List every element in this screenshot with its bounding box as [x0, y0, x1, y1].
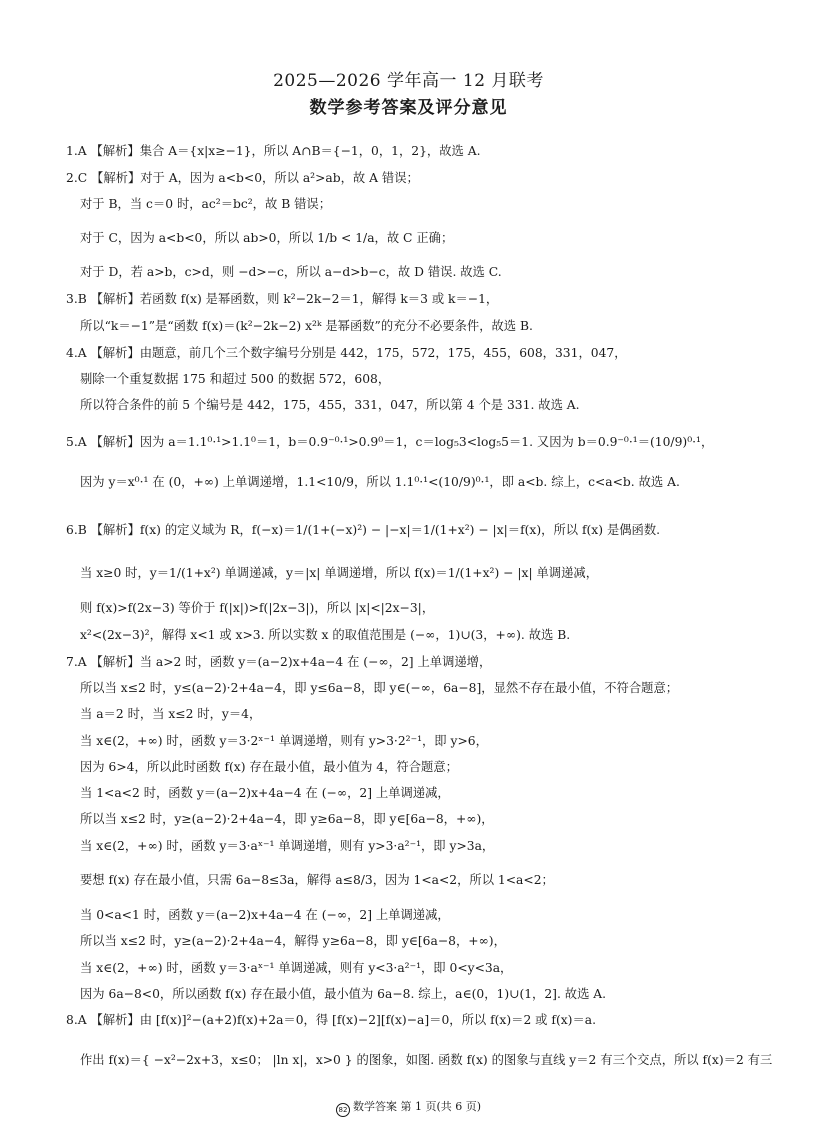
page-number: 数学答案 第 1 页(共 6 页) — [352, 1100, 482, 1113]
answer-line: 作出 f(x)＝{ −x²−2x+3，x≤0； |ln x|，x>0 } 的图象，如图. 函数 f(x) 的图象与直线 y＝2 有三个交点，所以 f(x)＝2 有三 — [80, 1053, 773, 1067]
answer-line: 对于 D，若 a>b，c>d，则 −d>−c，所以 a−d>b−c，故 D 错误. 故选 C. — [80, 265, 502, 279]
answer-line: 因为 y＝x⁰·¹ 在 (0，+∞) 上单调递增，1.1<10/9，所以 1.1⁰·¹<(10/9)⁰·¹，即 a<b. 综上，c<a<b. 故选 A. — [80, 475, 680, 489]
answer-line: 因为 6>4，所以此时函数 f(x) 存在最小值，最小值为 4，符合题意； — [80, 760, 458, 774]
answer-line: 1.A 【解析】集合 A＝{x|x≥−1}，所以 A∩B＝{−1，0，1，2}，故选 A. — [66, 144, 481, 158]
answer-line: 所以“k＝−1”是“函数 f(x)＝(k²−2k−2) x²ᵏ 是幂函数”的充分不必要条件，故选 B. — [80, 319, 533, 333]
answer-line: 当 0<a<1 时，函数 y＝(a−2)x+4a−4 在 (−∞，2] 上单调递减， — [80, 908, 450, 922]
answer-line: 4.A 【解析】由题意，前几个三个数字编号分别是 442，175，572，175，455，608，331，047， — [66, 346, 627, 360]
answer-line: 因为 6a−8<0，所以函数 f(x) 存在最小值，最小值为 6a−8. 综上，a∈(0，1)∪(1，2]. 故选 A. — [80, 987, 607, 1001]
answer-line: 5.A 【解析】因为 a＝1.1⁰·¹>1.1⁰＝1，b＝0.9⁻⁰·¹>0.9⁰＝1，c＝log₅3<log₅5＝1. 又因为 b＝0.9⁻⁰·¹＝(10/9)⁰·¹， — [66, 435, 714, 449]
answer-line: 6.B 【解析】f(x) 的定义域为 R，f(−x)＝1/(1+(−x)²) − |−x|＝1/(1+x²) − |x|＝f(x)，所以 f(x) 是偶函数. — [66, 523, 661, 537]
publisher-logo-icon: 82 — [336, 1103, 350, 1117]
exam-title: 2025—2026 学年高一 12 月联考 — [273, 71, 544, 91]
answer-line: 则 f(x)>f(2x−3) 等价于 f(|x|)>f(|2x−3|)，所以 |x|<|2x−3|， — [80, 601, 435, 615]
answer-line: 当 x∈(2，+∞) 时，函数 y＝3·aˣ⁻¹ 单调递增，则有 y>3·a²⁻¹，即 y>3a， — [80, 839, 495, 853]
answer-line: 当 x≥0 时，y＝1/(1+x²) 单调递减，y＝|x| 单调递增，所以 f(x)＝1/(1+x²) − |x| 单调递减， — [80, 566, 598, 580]
answer-line: 2.C 【解析】对于 A，因为 a<b<0，所以 a²>ab，故 A 错误； — [66, 171, 419, 185]
answer-line: 所以符合条件的前 5 个编号是 442，175，455，331，047，所以第 4 个是 331. 故选 A. — [80, 398, 580, 412]
document-subtitle: 数学参考答案及评分意见 — [309, 98, 508, 118]
answer-line: 所以当 x≤2 时，y≤(a−2)·2+4a−4，即 y≤6a−8，即 y∈(−∞，6a−8]，显然不存在最小值，不符合题意； — [80, 681, 679, 695]
answer-line: 所以当 x≤2 时，y≥(a−2)·2+4a−4，解得 y≥6a−8，即 y∈[6a−8，+∞)， — [80, 934, 506, 948]
page-footer — [0, 1098, 817, 1117]
answer-line: 要想 f(x) 存在最小值，只需 6a−8≤3a，解得 a≤8/3，因为 1<a<2，所以 1<a<2； — [80, 873, 554, 887]
answer-line: 所以当 x≤2 时，y≥(a−2)·2+4a−4，即 y≥6a−8，即 y∈[6a−8，+∞)， — [80, 812, 494, 826]
answer-line: 8.A 【解析】由 [f(x)]²−(a+2)f(x)+2a＝0，得 [f(x)−2][f(x)−a]＝0，所以 f(x)＝2 或 f(x)＝a. — [66, 1013, 597, 1027]
answer-line: 剔除一个重复数据 175 和超过 500 的数据 572，608， — [80, 372, 391, 386]
answer-line: x²<(2x−3)²，解得 x<1 或 x>3. 所以实数 x 的取值范围是 (−∞，1)∪(3，+∞). 故选 B. — [80, 628, 571, 642]
answer-line: 7.A 【解析】当 a>2 时，函数 y＝(a−2)x+4a−4 在 (−∞，2] 上单调递增， — [66, 655, 492, 669]
answer-line: 当 1<a<2 时，函数 y＝(a−2)x+4a−4 在 (−∞，2] 上单调递减， — [80, 786, 450, 800]
answer-line: 当 x∈(2，+∞) 时，函数 y＝3·2ˣ⁻¹ 单调递增，则有 y>3·2²⁻¹，即 y>6， — [80, 734, 488, 748]
answer-line: 对于 C，因为 a<b<0，所以 ab>0，所以 1/b < 1/a，故 C 正确； — [80, 231, 454, 245]
answer-line: 3.B 【解析】若函数 f(x) 是幂函数，则 k²−2k−2＝1，解得 k＝3 或 k＝−1， — [66, 292, 499, 306]
answer-line: 当 x∈(2，+∞) 时，函数 y＝3·aˣ⁻¹ 单调递减，则有 y<3·a²⁻¹，即 0<y<3a， — [80, 961, 513, 975]
answer-line: 当 a＝2 时，当 x≤2 时，y＝4， — [80, 707, 262, 721]
answer-line: 对于 B，当 c＝0 时，ac²＝bc²，故 B 错误； — [80, 197, 332, 211]
